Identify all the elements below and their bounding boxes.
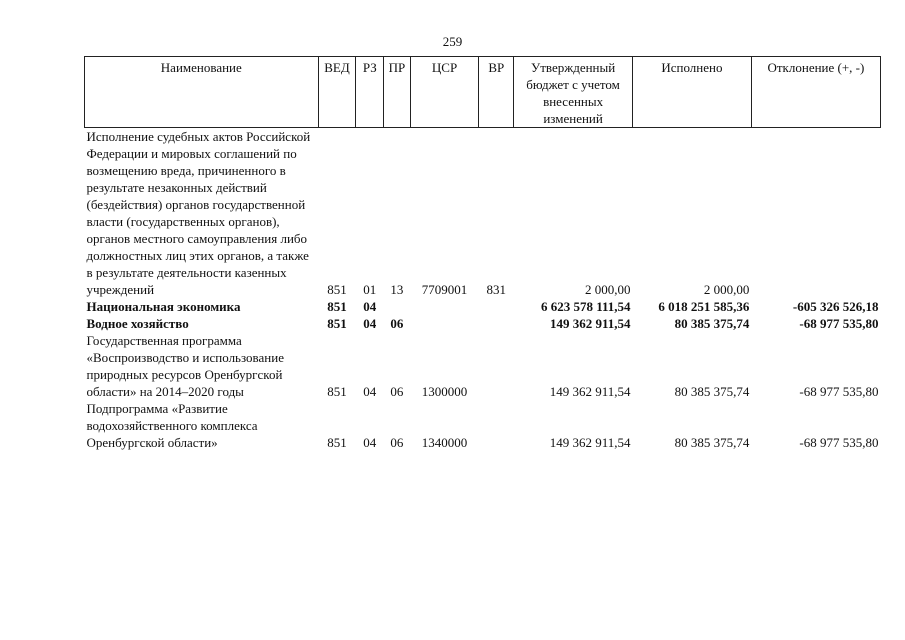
table-row [85,400,881,451]
row-vr [479,298,514,315]
row-name: Исполнение судебных актов Российской Федерации и мировых соглашений по возмещению вреда, причиненного в результате незаконных действий (бездействия) органов государственной власти (государственных органов), органов местного самоуправления либо должностных лиц этих органов, а также в результате деятельности казенных учреждений [86,129,311,297]
row-pr: 13 [390,282,404,297]
row-rz: 01 [363,282,377,297]
row-deviation: -605 326 526,18 [792,299,879,314]
row-executed: 80 385 375,74 [674,316,750,331]
row-deviation [751,128,880,299]
header-deviation: Отклонение (+, -) [751,57,880,128]
row-deviation: -68 977 535,80 [799,435,879,450]
row-rz: 04 [363,384,377,399]
row-executed: 80 385 375,74 [674,435,750,450]
row-executed: 2 000,00 [703,282,750,297]
row-approved: 149 362 911,54 [549,435,631,450]
header-row [85,57,881,128]
row-csr: 1300000 [421,384,468,399]
row-ved: 851 [327,435,347,450]
row-name: Водное хозяйство [86,316,189,331]
row-name: Государственная программа «Воспроизводство и использование природных ресурсов Оренбургской области» на 2014–2020 годы [86,333,284,399]
row-ved: 851 [327,282,347,297]
row-executed: 6 018 251 585,36 [658,299,750,314]
header-executed: Исполнено [633,57,752,128]
table-row [85,332,881,400]
row-rz: 04 [363,299,377,314]
header-csr: ЦСР [410,57,479,128]
header-vr: ВР [479,57,514,128]
row-name: Подпрограмма «Развитие водохозяйственного комплекса Оренбургской области» [86,401,258,450]
row-rz: 04 [363,316,377,331]
budget-table [84,56,881,451]
header-pr: ПР [384,57,411,128]
row-executed: 80 385 375,74 [674,384,750,399]
row-ved: 851 [327,299,347,314]
row-pr: 06 [390,316,404,331]
header-rz: РЗ [356,57,384,128]
row-csr: 1340000 [421,435,468,450]
header-ved: ВЕД [318,57,356,128]
row-vr [479,400,514,451]
table-row [85,128,881,299]
row-approved: 2 000,00 [585,282,631,297]
row-ved: 851 [327,384,347,399]
row-csr [410,315,479,332]
row-vr [479,332,514,400]
row-vr: 831 [486,282,507,297]
row-pr: 06 [390,384,404,399]
row-csr: 7709001 [421,282,468,297]
row-vr [479,315,514,332]
row-approved: 149 362 911,54 [549,316,631,331]
table-row [85,298,881,315]
header-approved: Утвержденный бюджет с учетом внесенных изменений [514,57,633,128]
row-pr: 06 [390,435,404,450]
row-csr [410,298,479,315]
row-pr [384,298,411,315]
page-number: 259 [442,34,463,49]
row-name: Национальная экономика [86,299,241,314]
table-row [85,315,881,332]
row-ved: 851 [327,316,347,331]
header-name: Наименование [85,57,319,128]
row-approved: 149 362 911,54 [549,384,631,399]
row-deviation: -68 977 535,80 [799,316,879,331]
row-rz: 04 [363,435,377,450]
row-approved: 6 623 578 111,54 [540,299,631,314]
row-deviation: -68 977 535,80 [799,384,879,399]
